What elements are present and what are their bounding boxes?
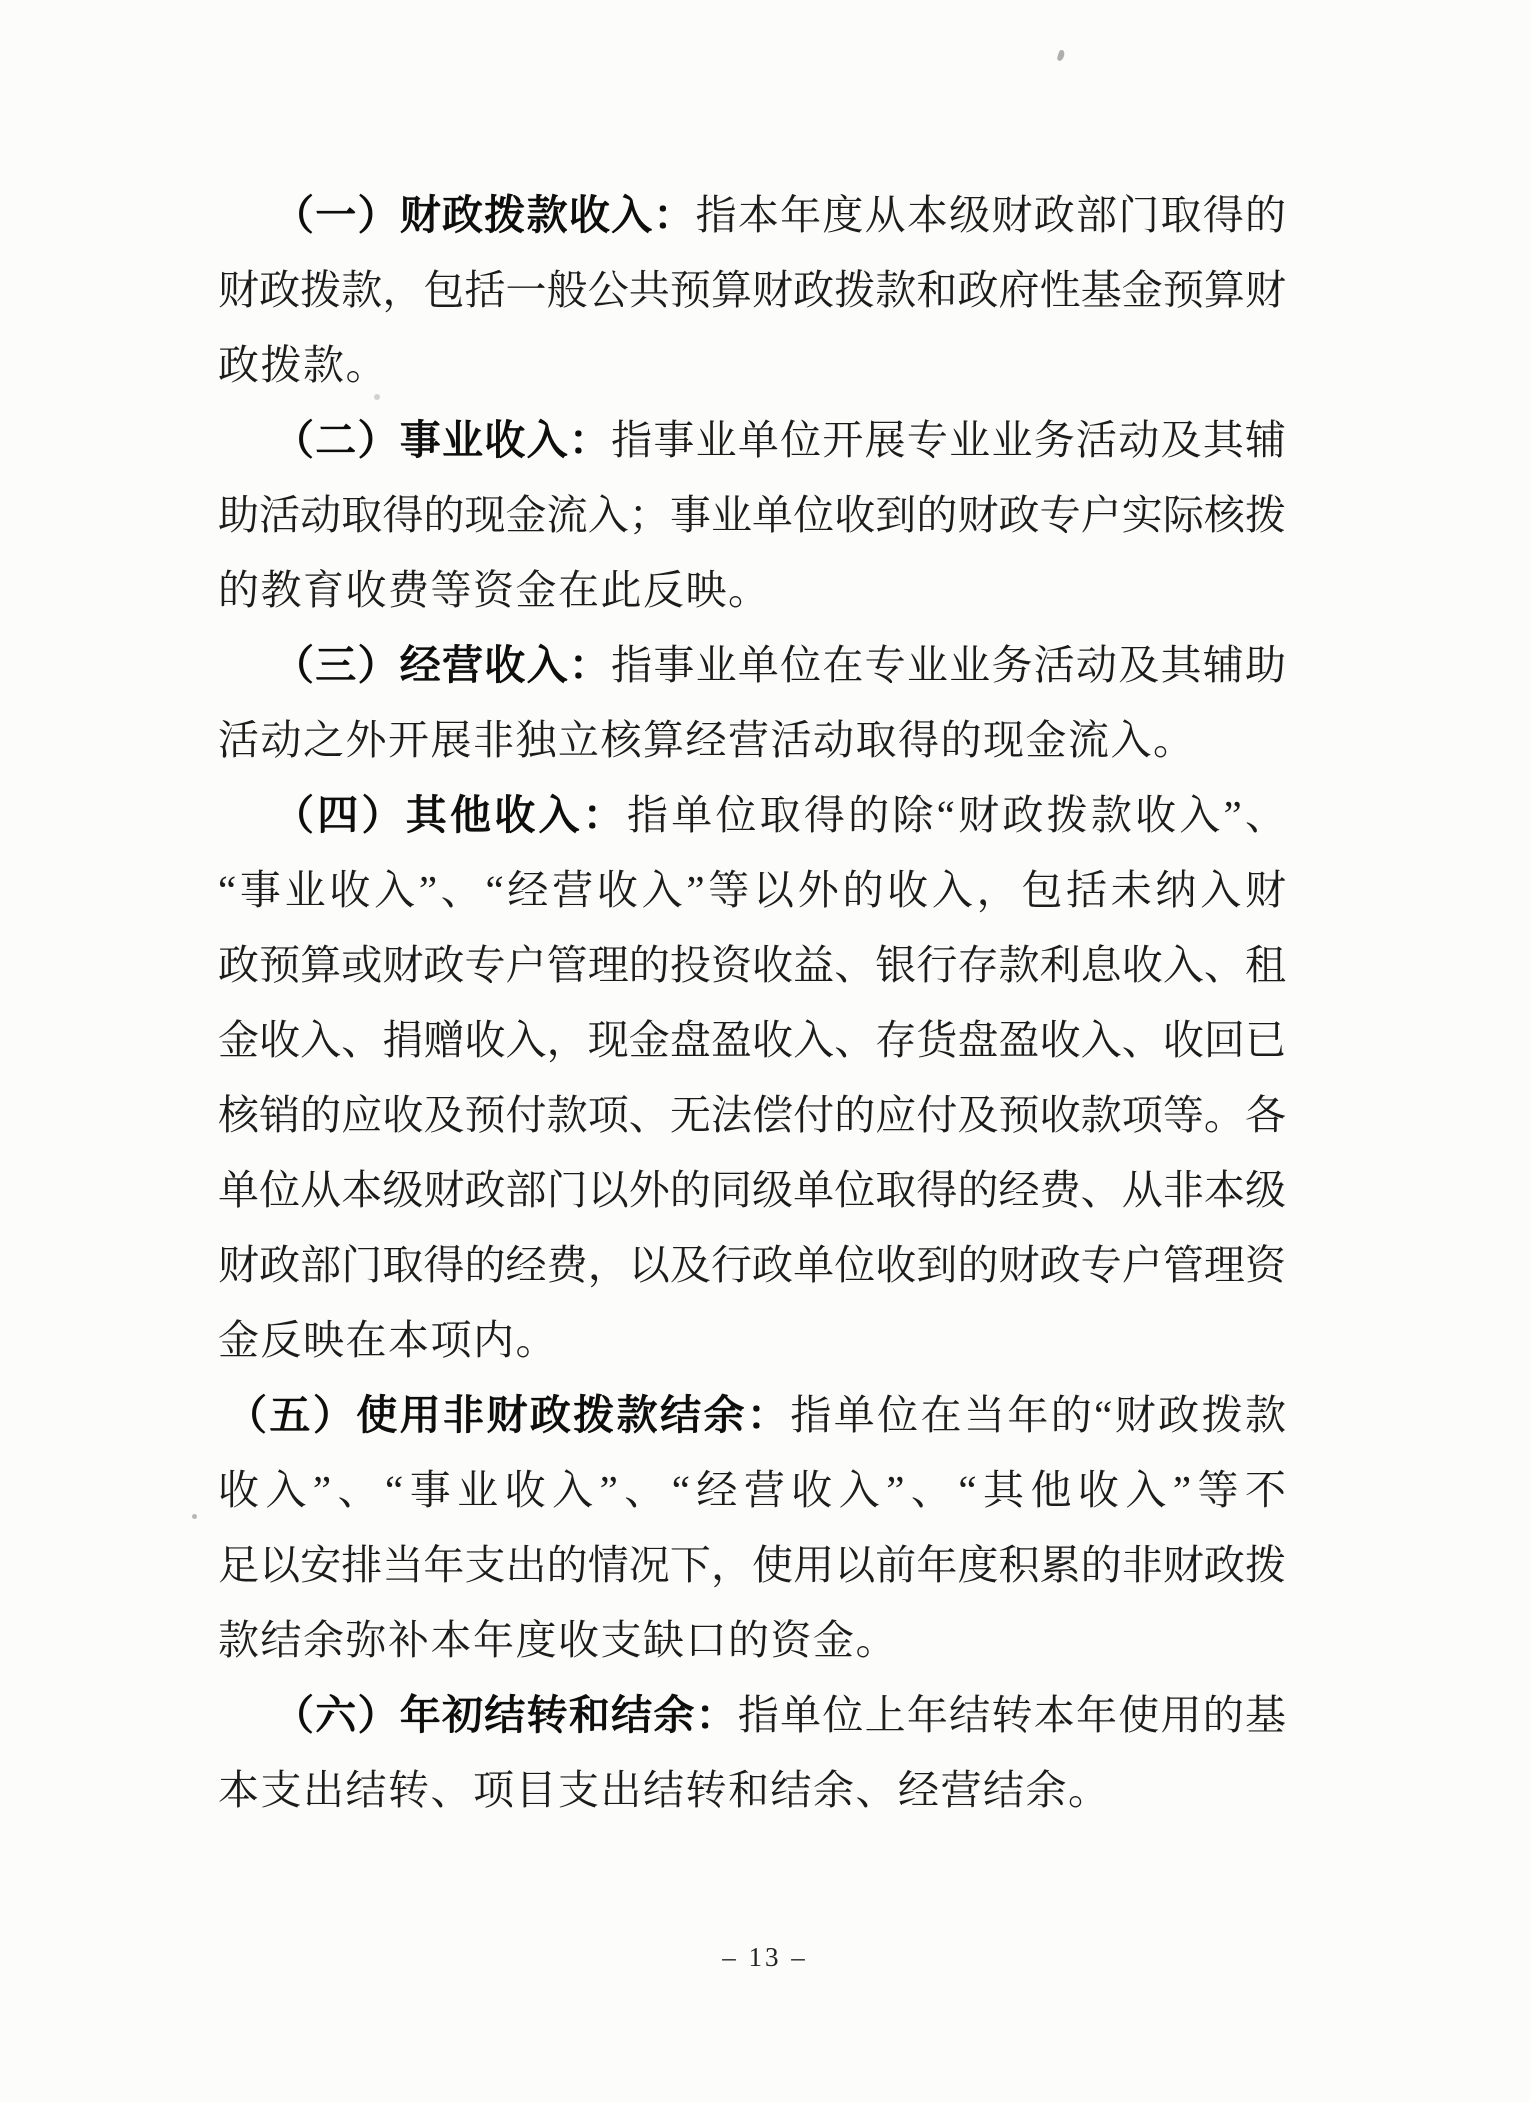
text-line — [218, 1078, 1286, 1153]
scan-speck — [374, 394, 380, 400]
text-line — [218, 478, 1286, 553]
text-segment: 本支出结转、项目支出结转和结余、经营结余。 — [218, 1767, 1111, 1813]
page-number: – 13 – — [722, 1942, 808, 1972]
text-segment: 单位从本级财政部门以外的同级单位取得的经费、从非本级 — [218, 1167, 1286, 1213]
section-heading: （一）财政拨款收入： — [273, 192, 696, 238]
text-line — [218, 1153, 1286, 1228]
text-line — [218, 853, 1286, 928]
text-line — [218, 628, 1286, 703]
text-line — [218, 1528, 1286, 1603]
text-line — [218, 1378, 1286, 1453]
text-segment: “事业收入”、“经营收入”等以外的收入，包括未纳入财 — [218, 867, 1286, 913]
text-line — [218, 1678, 1286, 1753]
paragraph-1 — [218, 178, 1286, 403]
scan-speck — [1056, 49, 1065, 61]
text-segment: 款结余弥补本年度收支缺口的资金。 — [218, 1617, 898, 1663]
paragraph-5 — [218, 1378, 1286, 1678]
paragraph-4 — [218, 778, 1286, 1378]
paragraph-6 — [218, 1678, 1286, 1828]
section-heading: （六）年初结转和结余： — [273, 1692, 738, 1738]
text-line — [218, 253, 1286, 328]
paragraph-2 — [218, 403, 1286, 628]
section-heading: （五）使用非财政拨款结余： — [226, 1392, 791, 1438]
section-heading: （四）其他收入： — [273, 792, 627, 838]
text-segment: 指事业单位在专业业务活动及其辅助 — [611, 642, 1287, 688]
section-heading: （三）经营收入： — [273, 642, 612, 688]
text-segment: 财政部门取得的经费，以及行政单位收到的财政专户管理资 — [218, 1242, 1286, 1288]
text-line — [218, 1003, 1286, 1078]
paragraph-3 — [218, 628, 1286, 778]
text-line — [218, 403, 1286, 478]
text-segment: 指单位取得的除“财政拨款收入”、 — [626, 792, 1286, 838]
text-line — [218, 778, 1286, 853]
text-line — [218, 178, 1286, 253]
text-segment: 收入”、“事业收入”、“经营收入”、“其他收入”等不 — [218, 1467, 1286, 1513]
scan-speck — [192, 1514, 197, 1519]
text-line — [218, 1603, 1286, 1678]
text-segment: 助活动取得的现金流入；事业单位收到的财政专户实际核拨 — [218, 492, 1286, 538]
text-segment: 的教育收费等资金在此反映。 — [218, 567, 771, 613]
text-segment: 指单位在当年的“财政拨款 — [790, 1392, 1286, 1438]
text-line — [218, 553, 1286, 628]
text-segment: 核销的应收及预付款项、无法偿付的应付及预收款项等。各 — [218, 1092, 1286, 1138]
text-line — [218, 1753, 1286, 1828]
text-segment: 财政拨款，包括一般公共预算财政拨款和政府性基金预算财 — [218, 267, 1286, 313]
text-line — [218, 928, 1286, 1003]
text-segment: 指单位上年结转本年使用的基 — [737, 1692, 1287, 1738]
text-line — [218, 1453, 1286, 1528]
text-segment: 指事业单位开展专业业务活动及其辅 — [611, 417, 1287, 463]
text-segment: 指本年度从本级财政部门取得的 — [695, 192, 1286, 238]
text-segment: 活动之外开展非独立核算经营活动取得的现金流入。 — [218, 717, 1196, 763]
text-segment: 金反映在本项内。 — [218, 1317, 558, 1363]
text-line — [218, 1303, 1286, 1378]
text-segment: 政拨款。 — [218, 342, 388, 388]
text-segment: 足以安排当年支出的情况下，使用以前年度积累的非财政拨 — [218, 1542, 1286, 1588]
text-line — [218, 703, 1286, 778]
document-body — [218, 178, 1286, 1828]
text-line — [218, 1228, 1286, 1303]
text-segment: 政预算或财政专户管理的投资收益、银行存款利息收入、租 — [218, 942, 1286, 988]
text-line — [218, 328, 1286, 403]
text-segment: 金收入、捐赠收入，现金盘盈收入、存货盘盈收入、收回已 — [218, 1017, 1286, 1063]
section-heading: （二）事业收入： — [273, 417, 612, 463]
